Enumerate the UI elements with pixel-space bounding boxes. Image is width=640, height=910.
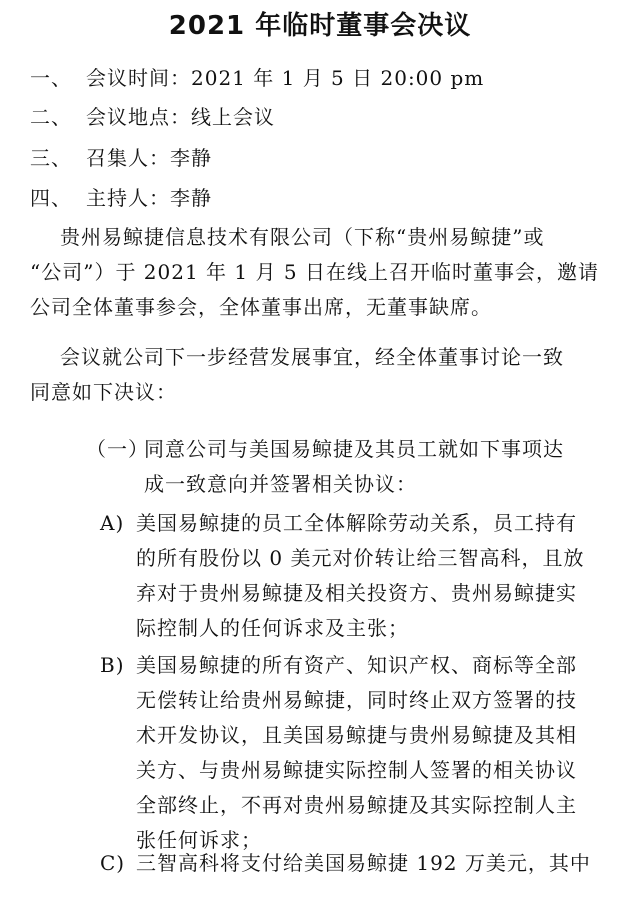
paragraph-line: 贵州易鲸捷信息技术有限公司（下称“贵州易鲸捷”或: [60, 225, 545, 249]
item-meeting-location: [30, 103, 275, 131]
resolution-marker: （一）: [86, 437, 149, 461]
subitem-line: 际控制人的任何诉求及主张；: [136, 616, 409, 640]
item-host: [30, 184, 212, 212]
subitem-a: [100, 506, 584, 646]
intro-paragraph: [30, 220, 599, 325]
subitem-line: 美国易鲸捷的员工全体解除劳动关系，员工持有: [136, 511, 577, 535]
subitem-line: 张任何诉求；: [136, 828, 262, 852]
item-number: 二、: [30, 105, 72, 129]
paragraph-line: 会议就公司下一步经营发展事宜，经全体董事讨论一致: [60, 345, 564, 369]
subitem-marker: C): [100, 851, 126, 875]
paragraph-line: “公司”）于 2021 年 1 月 5 日在线上召开临时董事会，邀请: [30, 260, 599, 284]
subitem-line: 无偿转让给贵州易鲸捷，同时终止双方签署的技: [136, 688, 577, 712]
subitem-line: 术开发协议，且美国易鲸捷与贵州易鲸捷及其相: [136, 723, 577, 747]
paragraph-line: 公司全体董事参会，全体董事出席，无董事缺席。: [30, 295, 492, 319]
paragraph-line: 同意如下决议：: [30, 380, 177, 404]
resolution-line: 同意公司与美国易鲸捷及其员工就如下事项达: [144, 437, 564, 461]
item-text: 会议时间：2021 年 1 月 5 日 20:00 pm: [86, 66, 485, 90]
subitem-marker: A): [100, 511, 125, 535]
subitem-line: 弃对于贵州易鲸捷及相关投资方、贵州易鲸捷实: [136, 581, 577, 605]
item-text: 主持人：李静: [86, 186, 212, 210]
subitem-line: 关方、与贵州易鲸捷实际控制人签署的相关协议: [136, 758, 577, 782]
document-title: 2021 年临时董事会决议: [168, 11, 472, 41]
resolution-intro-paragraph: [30, 340, 564, 410]
item-text: 召集人：李静: [86, 146, 212, 170]
item-meeting-time: [30, 64, 484, 92]
subitem-line: 全部终止，不再对贵州易鲸捷及其实际控制人主: [136, 793, 577, 817]
item-number: 四、: [30, 186, 72, 210]
subitem-line: 美国易鲸捷的所有资产、知识产权、商标等全部: [136, 653, 577, 677]
subitem-marker: B): [100, 653, 125, 677]
subitem-c: [100, 846, 591, 881]
item-convener: [30, 144, 212, 172]
resolution-line: 成一致意向并签署相关协议：: [144, 472, 417, 496]
subitem-line: 三智高科将支付给美国易鲸捷 192 万美元，其中: [136, 851, 591, 875]
subitem-b: [100, 648, 577, 858]
item-text: 会议地点：线上会议: [86, 105, 275, 129]
item-number: 一、: [30, 66, 72, 90]
item-number: 三、: [30, 146, 72, 170]
resolution-one: [86, 432, 564, 502]
subitem-line: 的所有股份以 0 美元对价转让给三智高科，且放: [136, 546, 585, 570]
